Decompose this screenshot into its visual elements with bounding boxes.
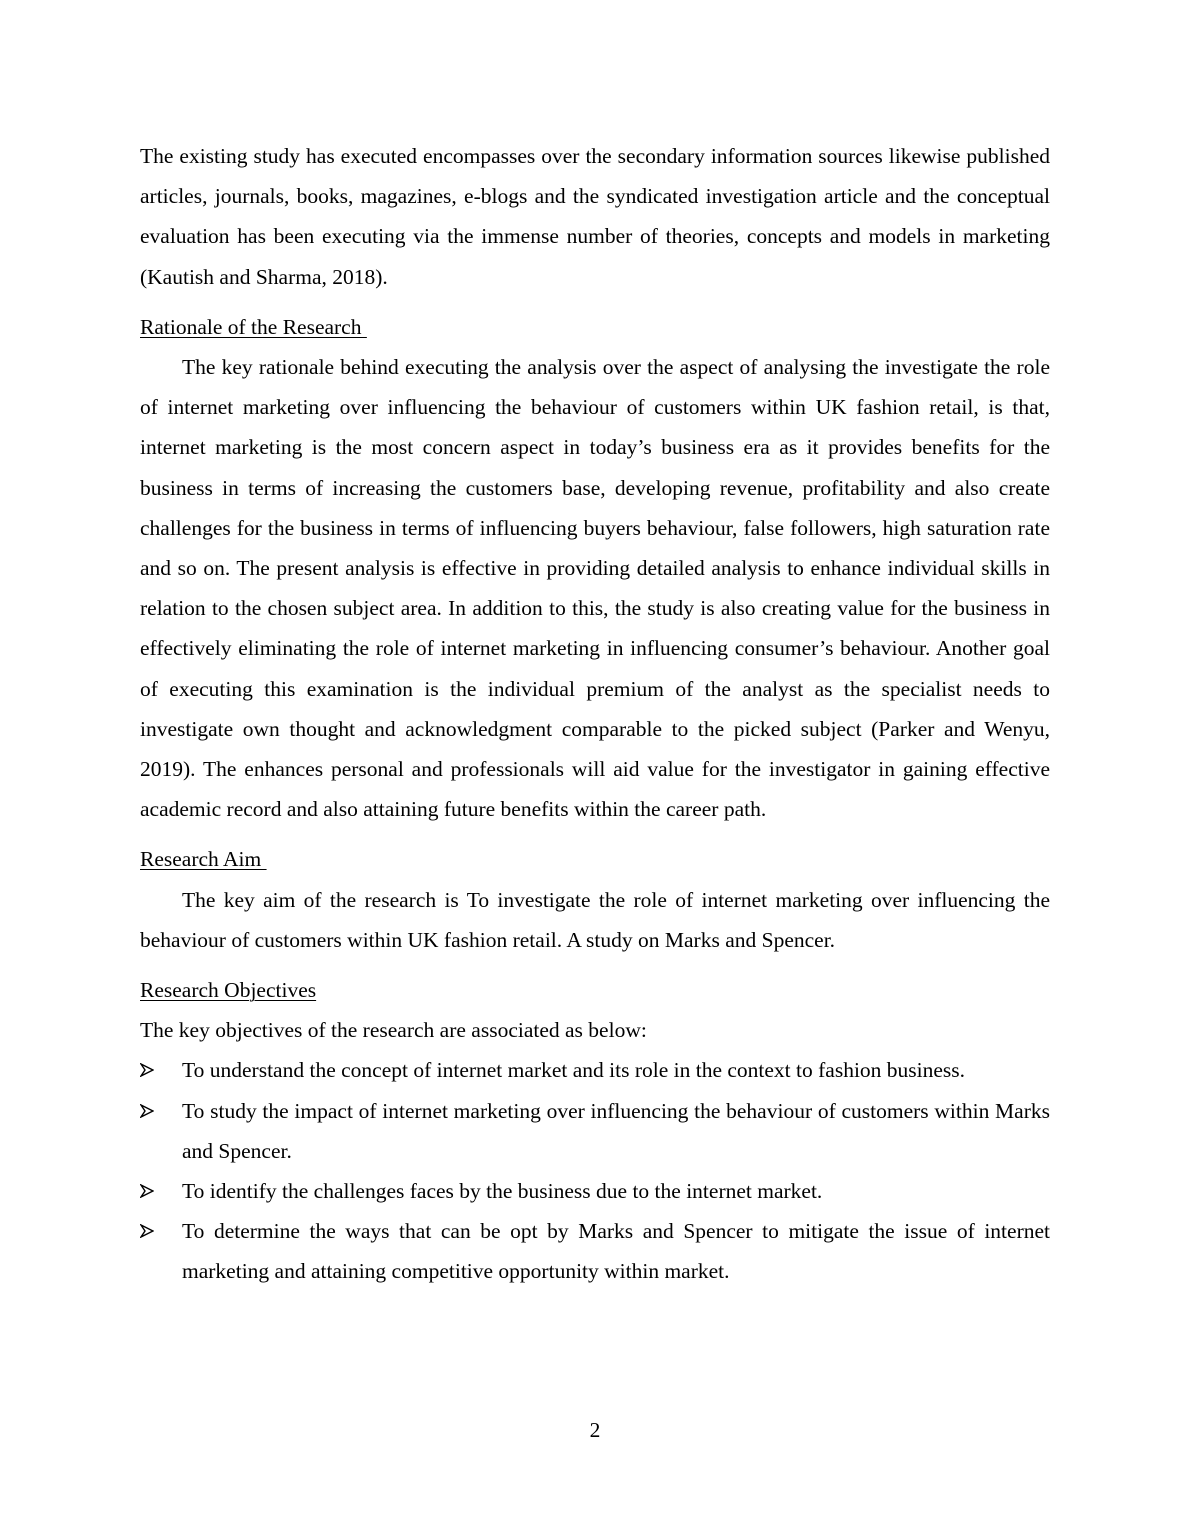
rationale-paragraph: The key rationale behind executing the analysis over the aspect of analysing the investigate the role of internet marketing over influencing the behaviour of customers within UK fashion retail, is that, internet marketing is the most concern aspect in today’s business era as it provides benefits for the business in terms of increasing the customers base, developing revenue, profitability and also create challenges for the business in terms of influencing buyers behaviour, false followers, high saturation rate and so on. The present analysis is effective in providing detailed analysis to enhance individual skills in relation to the chosen subject area. In addition to this, the study is also creating value for the business in effectively eliminating the role of internet marketing in influencing consumer’s behaviour. Another goal of executing this examination is the individual premium of the analyst as the specialist needs to investigate own thought and acknowledgment comparable to the picked subject (Parker and Wenyu, 2019). The enhances personal and professionals will aid value for the investigator in gaining effective academic record and also attaining future benefits within the career path. [140, 355, 1050, 822]
objectives-list [140, 1050, 1050, 1291]
research-objectives-heading: Research Objectives [140, 978, 317, 1003]
objective-text: To identify the challenges faces by the business due to the internet market. [182, 1179, 823, 1204]
objective-text: To understand the concept of internet market and its role in the context to fashion business. [182, 1058, 966, 1083]
objective-text: To study the impact of internet marketing over influencing the behaviour of customers within Marks and Spencer. [182, 1098, 1050, 1163]
document-page [140, 136, 1050, 1292]
arrowhead-bullet-icon [140, 1224, 154, 1238]
page-number: 2 [589, 1418, 601, 1442]
objective-text: To determine the ways that can be opt by Marks and Spencer to mitigate the issue of internet marketing and attaining competitive opportunity within market. [182, 1219, 1050, 1284]
arrowhead-bullet-icon [140, 1104, 154, 1118]
list-item [140, 1091, 1050, 1171]
list-item [140, 1171, 1050, 1211]
list-item [140, 1050, 1050, 1090]
research-aim-heading: Research Aim [140, 847, 267, 872]
list-item [140, 1211, 1050, 1291]
rationale-heading: Rationale of the Research [140, 314, 367, 339]
opening-paragraph: The existing study has executed encompasses over the secondary information sources likewise published articles, journals, books, magazines, e-blogs and the syndicated investigation article and the conceptual evaluation has been executing via the immense number of theories, concepts and models in marketing (Kautish and Sharma, 2018). [140, 144, 1050, 289]
research-aim-paragraph: The key aim of the research is To investigate the role of internet marketing over influencing the behaviour of customers within UK fashion retail. A study on Marks and Spencer. [140, 887, 1050, 952]
objectives-intro: The key objectives of the research are associated as below: [140, 1018, 647, 1043]
arrowhead-bullet-icon [140, 1184, 154, 1198]
arrowhead-bullet-icon [140, 1063, 154, 1077]
